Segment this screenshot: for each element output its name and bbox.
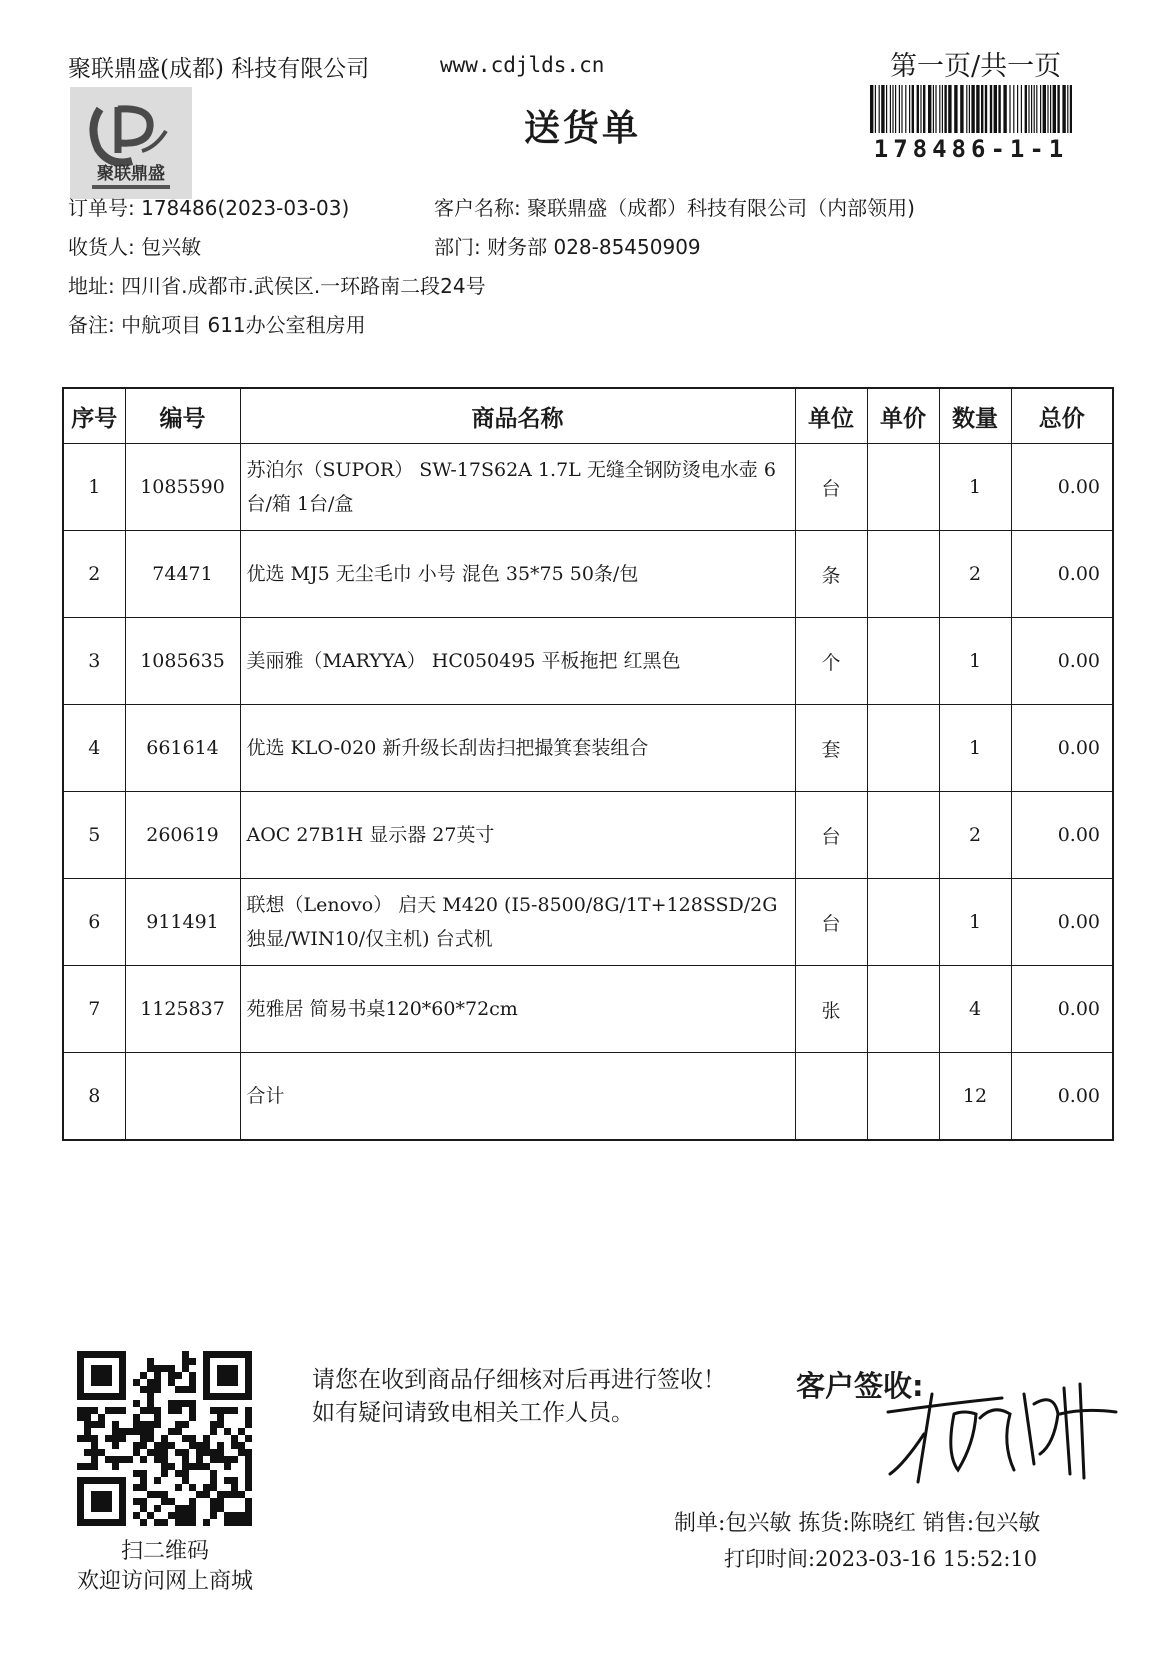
cell-index: 2 <box>63 531 125 618</box>
col-header-quantity: 数量 <box>939 388 1011 444</box>
cell-total: 0.00 <box>1011 966 1113 1053</box>
cell-unit: 台 <box>795 792 867 879</box>
cell-unit-price <box>867 705 939 792</box>
cell-unit-price <box>867 792 939 879</box>
cell-index: 3 <box>63 618 125 705</box>
cell-product-name: 苑雅居 简易书桌120*60*72cm <box>240 966 795 1053</box>
cell-total: 0.00 <box>1011 444 1113 531</box>
cell-code: 661614 <box>125 705 240 792</box>
cell-index: 4 <box>63 705 125 792</box>
svg-text:聚联鼎盛: 聚联鼎盛 <box>97 164 165 184</box>
cell-product-name: 美丽雅（MARYYA） HC050495 平板拖把 红黑色 <box>240 618 795 705</box>
cell-code: 1125837 <box>125 966 240 1053</box>
cell-product-name: 合计 <box>240 1053 795 1141</box>
cell-unit: 张 <box>795 966 867 1053</box>
cell-quantity: 1 <box>939 618 1011 705</box>
cell-quantity: 2 <box>939 792 1011 879</box>
cell-code: 1085590 <box>125 444 240 531</box>
table-row <box>63 444 1113 531</box>
cell-total: 0.00 <box>1011 1053 1113 1141</box>
qr-caption-welcome: 欢迎访问网上商城 <box>76 1569 253 1594</box>
table-row <box>63 792 1113 879</box>
customer-name-value: 聚联鼎盛（成都）科技有限公司（内部领用) <box>527 196 915 220</box>
order-number <box>68 192 349 221</box>
table-header-row <box>63 388 1113 444</box>
department <box>434 231 701 260</box>
cell-quantity: 12 <box>939 1053 1011 1141</box>
cell-total: 0.00 <box>1011 618 1113 705</box>
col-header-total: 总价 <box>1011 388 1113 444</box>
cell-code: 74471 <box>125 531 240 618</box>
department-label: 部门: <box>434 235 481 259</box>
col-header-unit: 单位 <box>795 388 867 444</box>
receiver <box>68 231 201 260</box>
company-logo <box>70 87 192 199</box>
cell-quantity: 1 <box>939 705 1011 792</box>
cell-unit-price <box>867 531 939 618</box>
order-number-value: 178486(2023-03-03) <box>141 196 350 220</box>
table-row <box>63 879 1113 966</box>
document-title: 送货单 <box>524 108 642 149</box>
cell-total: 0.00 <box>1011 531 1113 618</box>
col-header-index: 序号 <box>63 388 125 444</box>
check-notice: 请您在收到商品仔细核对后再进行签收！如有疑问请致电相关工作人员。 <box>312 1367 726 1426</box>
cell-total: 0.00 <box>1011 879 1113 966</box>
department-value: 财务部 028-85450909 <box>487 235 701 259</box>
cell-quantity: 4 <box>939 966 1011 1053</box>
cell-code: 260619 <box>125 792 240 879</box>
order-number-label: 订单号: <box>68 196 135 220</box>
table-total-row <box>63 1053 1113 1141</box>
col-header-unit-price: 单价 <box>867 388 939 444</box>
cell-index: 7 <box>63 966 125 1053</box>
cell-unit: 台 <box>795 444 867 531</box>
address-value: 四川省.成都市.武侯区.一环路南二段24号 <box>121 274 486 298</box>
cell-unit-price <box>867 966 939 1053</box>
handwritten-signature <box>884 1374 1124 1494</box>
cell-unit <box>795 1053 867 1141</box>
cell-unit: 个 <box>795 618 867 705</box>
remark <box>68 309 366 338</box>
cell-unit-price <box>867 1053 939 1141</box>
remark-label: 备注: <box>68 313 115 337</box>
qr-caption-scan: 扫二维码 <box>120 1539 209 1564</box>
website-url: www.cdjlds.cn <box>440 53 605 77</box>
remark-value: 中航项目 611办公室租房用 <box>121 313 366 337</box>
page-indicator: 第一页/共一页 <box>890 51 1062 82</box>
col-header-code: 编号 <box>125 388 240 444</box>
cell-total: 0.00 <box>1011 705 1113 792</box>
cell-index: 1 <box>63 444 125 531</box>
cell-unit-price <box>867 444 939 531</box>
cell-quantity: 1 <box>939 444 1011 531</box>
cell-product-name: 苏泊尔（SUPOR） SW-17S62A 1.7L 无缝全钢防烫电水壶 6台/箱 1台/盒 <box>240 444 795 531</box>
cell-index: 6 <box>63 879 125 966</box>
cell-code <box>125 1053 240 1141</box>
cell-product-name: 优选 KLO-020 新升级长刮齿扫把撮箕套装组合 <box>240 705 795 792</box>
col-header-product-name: 商品名称 <box>240 388 795 444</box>
order-barcode <box>868 85 1074 133</box>
table-row <box>63 705 1113 792</box>
cell-unit-price <box>867 879 939 966</box>
table-row <box>63 966 1113 1053</box>
address-label: 地址: <box>68 274 115 298</box>
customer-name-label: 客户名称: <box>434 196 521 220</box>
print-time: 打印时间:2023-03-16 15:52:10 <box>724 1547 1038 1571</box>
cell-product-name: AOC 27B1H 显示器 27英寸 <box>240 792 795 879</box>
barcode-number: 178486-1-1 <box>873 135 1069 163</box>
receiver-label: 收货人: <box>68 235 135 259</box>
cell-code: 911491 <box>125 879 240 966</box>
customer-signature-label: 客户签收: <box>796 1369 924 1403</box>
cell-unit: 台 <box>795 879 867 966</box>
table-row <box>63 618 1113 705</box>
cell-code: 1085635 <box>125 618 240 705</box>
cell-product-name: 优选 MJ5 无尘毛巾 小号 混色 35*75 50条/包 <box>240 531 795 618</box>
address <box>68 270 486 299</box>
cell-product-name: 联想（Lenovo） 启天 M420 (I5-8500/8G/1T+128SSD/2G独显/WIN10/仅主机) 台式机 <box>240 879 795 966</box>
cell-unit-price <box>867 618 939 705</box>
cell-index: 5 <box>63 792 125 879</box>
cell-unit: 条 <box>795 531 867 618</box>
cell-unit: 套 <box>795 705 867 792</box>
customer-name <box>434 192 915 221</box>
company-name: 聚联鼎盛(成都) 科技有限公司 <box>68 56 370 82</box>
table-row <box>63 531 1113 618</box>
cell-quantity: 1 <box>939 879 1011 966</box>
receiver-value: 包兴敏 <box>141 235 202 259</box>
qr-code[interactable] <box>77 1351 252 1526</box>
cell-quantity: 2 <box>939 531 1011 618</box>
cell-total: 0.00 <box>1011 792 1113 879</box>
staff-info: 制单:包兴敏 拣货:陈晓红 销售:包兴敏 <box>674 1511 1041 1536</box>
items-table <box>62 387 1114 1141</box>
cell-index: 8 <box>63 1053 125 1141</box>
